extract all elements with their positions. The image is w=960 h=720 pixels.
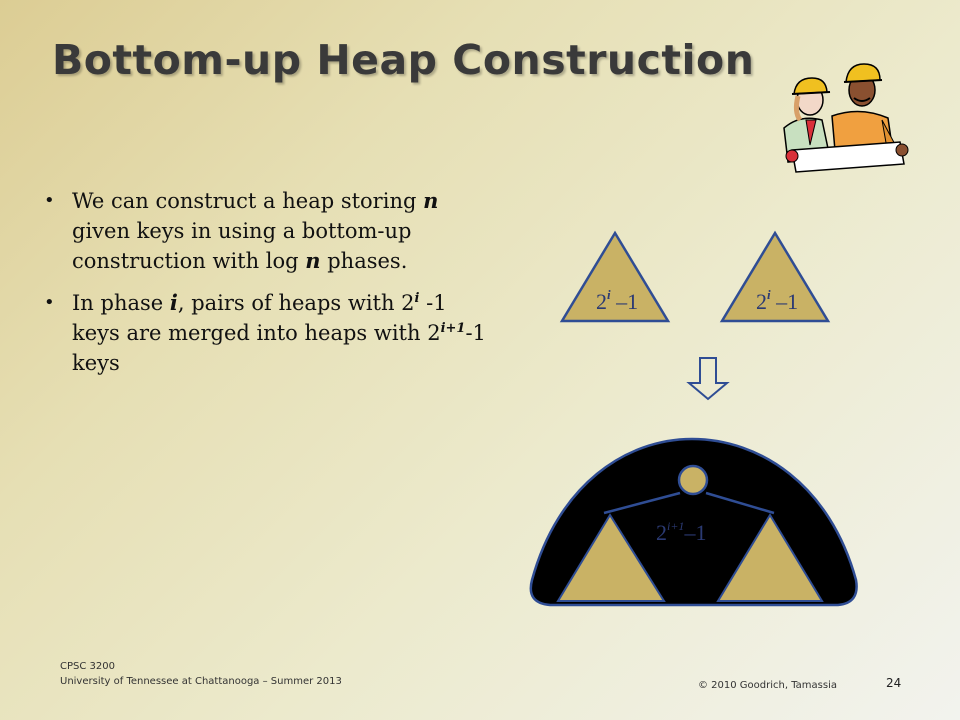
root-node bbox=[679, 466, 707, 494]
footer-institution: University of Tennessee at Chattanooga – Summer 2013 bbox=[60, 676, 342, 687]
slide-title: Bottom-up Heap Construction bbox=[52, 36, 755, 84]
bullet-text: In phase i, pairs of heaps with 2$^i$ -1 keys are merged into heaps with $2^{i+1}-1$ keys bbox=[72, 290, 486, 375]
bullet-list bbox=[44, 186, 494, 390]
footer-course: CPSC 3200 bbox=[60, 661, 115, 672]
left-heap-label: 2$^i$ –1 bbox=[596, 287, 639, 314]
bullet-dot-icon: • bbox=[44, 190, 55, 211]
footer-course-info bbox=[60, 659, 342, 689]
heap-merge-diagram bbox=[520, 225, 870, 615]
bullet-item bbox=[44, 288, 494, 378]
right-heap-label: 2$^i$ –1 bbox=[756, 287, 799, 314]
bullet-item bbox=[44, 186, 494, 276]
page-number: 24 bbox=[886, 676, 902, 690]
bullet-dot-icon: • bbox=[44, 292, 55, 313]
bullet-text: We can construct a heap storing n given keys in using a bottom-up construction with log n phases. bbox=[72, 188, 439, 273]
merged-heap-label: $2^{i+1}-1$ bbox=[656, 519, 707, 545]
footer-copyright: © 2010 Goodrich, Tamassia bbox=[698, 680, 837, 691]
construction-workers-illustration bbox=[770, 50, 930, 180]
down-arrow-icon bbox=[689, 358, 727, 399]
